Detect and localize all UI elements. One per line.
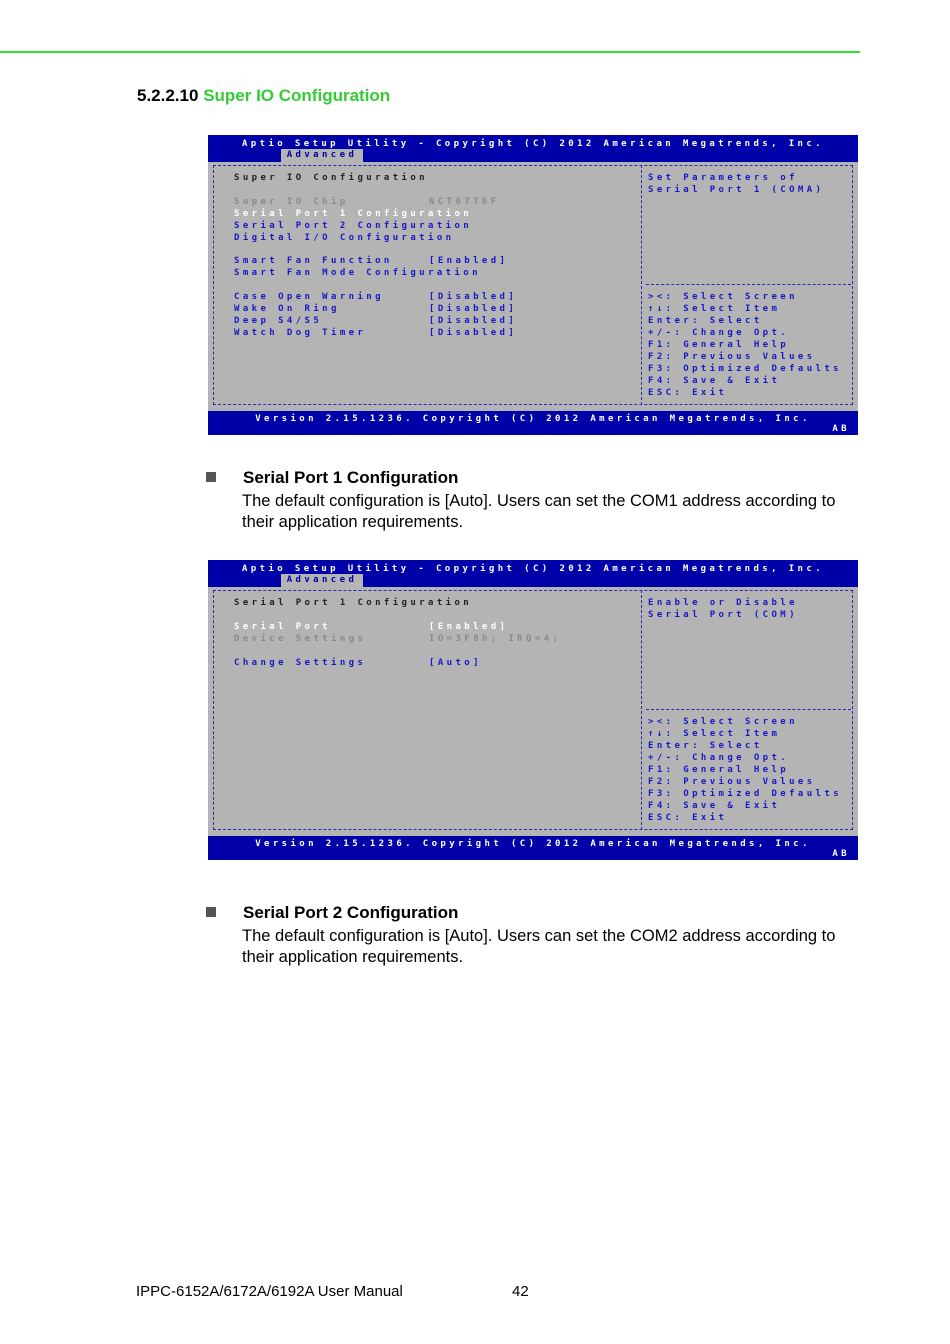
bullet-description: The default configuration is [Auto]. Users can set the COM1 address according to their application requirements. (242, 492, 836, 531)
bios-status-bar (208, 411, 858, 435)
change-settings-value[interactable]: [Auto] (429, 658, 482, 668)
change-settings-label[interactable]: Change Settings (234, 658, 367, 668)
device-settings-value: IO=3F8h; IRQ=4; (429, 634, 562, 644)
bios-divider (641, 165, 642, 405)
help-divider (646, 284, 851, 285)
help-text-line: Enable or Disable (648, 598, 798, 608)
key-hint: +/-: Change Opt. (648, 753, 790, 763)
bios-title-bar (208, 560, 858, 587)
key-hint: ESC: Exit (648, 388, 728, 398)
section-title: Super IO Configuration (203, 86, 391, 105)
setting-label[interactable]: Wake On Ring (234, 304, 340, 314)
setting-label[interactable]: Watch Dog Timer (234, 328, 367, 338)
bullet-title: Serial Port 1 Configuration (243, 468, 459, 487)
key-hint: F4: Save & Exit (648, 801, 781, 811)
menu-item-digital-io[interactable]: Digital I/O Configuration (234, 233, 455, 243)
bullet-title: Serial Port 2 Configuration (243, 903, 459, 922)
bios-title: Aptio Setup Utility - Copyright (C) 2012 American Megatrends, Inc. (241, 139, 825, 149)
bios-status-bar (208, 836, 858, 860)
bios-title-bar (208, 135, 858, 162)
bios-version: Version 2.15.1236. Copyright (C) 2012 American Megatrends, Inc. (255, 839, 811, 849)
bios-heading: Super IO Configuration (234, 173, 429, 183)
key-hint: ↑↓: Select Item (648, 304, 781, 314)
key-hint: F1: General Help (648, 765, 790, 775)
key-hint: +/-: Change Opt. (648, 328, 790, 338)
serial-port-value[interactable]: [Enabled] (429, 622, 509, 632)
setting-label[interactable]: Case Open Warning (234, 292, 384, 302)
super-io-chip-label: Super IO Chip (234, 197, 349, 207)
footer-manual-title: IPPC-6152A/6172A/6192A User Manual (136, 1283, 403, 1300)
setting-value[interactable]: [Disabled] (429, 292, 518, 302)
help-divider (646, 709, 851, 710)
setting-value[interactable]: [Disabled] (429, 328, 518, 338)
menu-item-serial-port-1[interactable]: Serial Port 1 Configuration (234, 209, 473, 219)
key-hint: F3: Optimized Defaults (648, 789, 843, 799)
menu-item-serial-port-2[interactable]: Serial Port 2 Configuration (234, 221, 473, 231)
key-hint: F2: Previous Values (648, 352, 816, 362)
key-hint: Enter: Select (648, 741, 763, 751)
key-hint: F3: Optimized Defaults (648, 364, 843, 374)
key-hint: F2: Previous Values (648, 777, 816, 787)
tab-advanced[interactable]: Advanced (281, 574, 363, 587)
smart-fan-function-value[interactable]: [Enabled] (429, 256, 509, 266)
bios-screenshot-serial-port-1 (208, 560, 858, 860)
bios-corner-label: AB (832, 849, 850, 859)
bullet-square-icon (206, 907, 216, 917)
top-rule (0, 51, 860, 53)
bios-heading: Serial Port 1 Configuration (234, 598, 473, 608)
key-hint: ESC: Exit (648, 813, 728, 823)
smart-fan-mode-item[interactable]: Smart Fan Mode Configuration (234, 268, 481, 278)
help-text-line: Set Parameters of (648, 173, 798, 183)
bullet-description: The default configuration is [Auto]. Users can set the COM2 address according to their application requirements. (242, 927, 836, 966)
setting-value[interactable]: [Disabled] (429, 316, 518, 326)
key-hint: ><: Select Screen (648, 292, 798, 302)
bios-title: Aptio Setup Utility - Copyright (C) 2012 American Megatrends, Inc. (241, 564, 825, 574)
key-hint: ><: Select Screen (648, 717, 798, 727)
smart-fan-function-label[interactable]: Smart Fan Function (234, 256, 393, 266)
section-heading (137, 86, 390, 106)
key-hint: F4: Save & Exit (648, 376, 781, 386)
super-io-chip-value: NCT6776F (429, 197, 500, 207)
help-text-line: Serial Port 1 (COMA) (648, 185, 825, 195)
help-text-line: Serial Port (COM) (648, 610, 798, 620)
key-hint: ↑↓: Select Item (648, 729, 781, 739)
key-hint: Enter: Select (648, 316, 763, 326)
section-number: 5.2.2.10 (137, 86, 199, 105)
key-hint: F1: General Help (648, 340, 790, 350)
tab-advanced[interactable]: Advanced (281, 149, 363, 162)
footer-page-number: 42 (512, 1283, 529, 1300)
serial-port-label[interactable]: Serial Port (234, 622, 332, 632)
bios-divider (641, 590, 642, 830)
bios-corner-label: AB (832, 424, 850, 434)
setting-value[interactable]: [Disabled] (429, 304, 518, 314)
device-settings-label: Device Settings (234, 634, 367, 644)
bios-version: Version 2.15.1236. Copyright (C) 2012 American Megatrends, Inc. (255, 414, 811, 424)
bios-screenshot-super-io (208, 135, 858, 435)
bullet-square-icon (206, 472, 216, 482)
setting-label[interactable]: Deep S4/S5 (234, 316, 323, 326)
